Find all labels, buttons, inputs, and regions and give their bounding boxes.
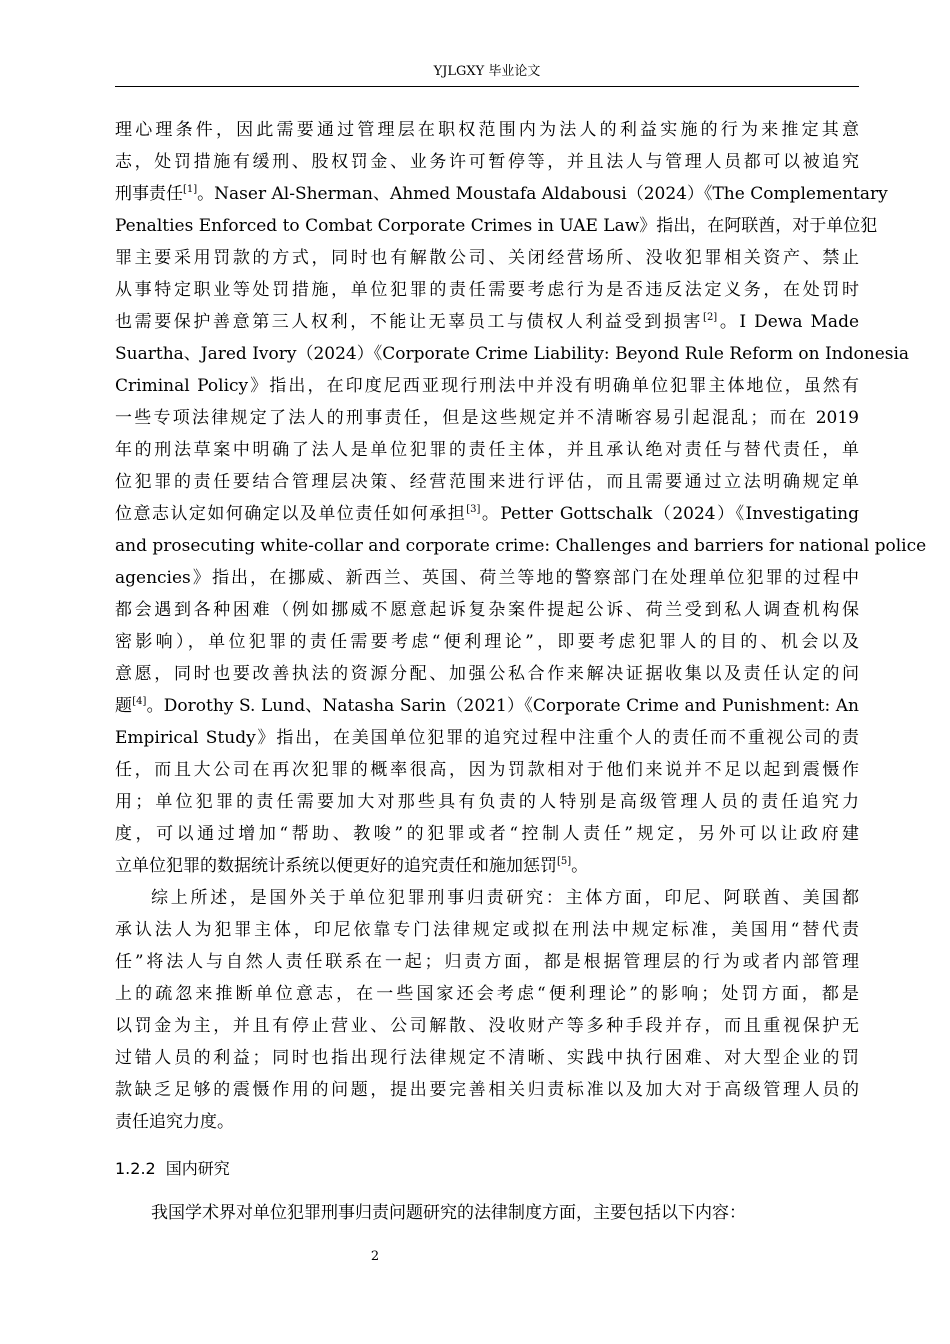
text-line — [115, 754, 859, 786]
text-line — [115, 786, 859, 818]
line-text: 承认法人为犯罪主体，印尼依靠专门法律规定或拟在刑法中规定标准，美国用“替代责 — [115, 920, 859, 940]
text-line — [115, 114, 859, 146]
citation-ref: [2] — [703, 312, 718, 323]
line-text: 密影响），单位犯罪的责任需要考虑“便利理论”，即要考虑犯罪人的目的、机会以及 — [115, 632, 859, 652]
text-line — [115, 370, 859, 402]
text-line — [115, 402, 859, 434]
line-text-continued: 。Dorothy S. Lund、Natasha Sarin（2021）《Corporate Crime and Punishment: An — [146, 696, 860, 716]
citation-ref: [5] — [557, 856, 572, 867]
text-line — [115, 978, 859, 1010]
section-title: 国内研究 — [165, 1159, 230, 1178]
line-text: 年的刑法草案中明确了法人是单位犯罪的责任主体，并且承认绝对责任与替代责任，单 — [115, 440, 859, 460]
line-text: 任”将法人与自然人责任联系在一起；归责方面，都是根据管理层的行为或者内部管理 — [115, 952, 859, 972]
text-line — [115, 594, 859, 626]
section-number: 1.2.2 — [115, 1159, 156, 1178]
line-text: and prosecuting white-collar and corporate crime: Challenges and barriers for national police — [115, 536, 927, 556]
text-line — [115, 338, 910, 370]
line-text: 罪主要采用罚款的方式，同时也有解散公司、关闭经营场所、没收犯罪相关资产、禁止 — [115, 248, 859, 268]
line-text: 上的疏忽来推断单位意志，在一些国家还会考虑“便利理论”的影响；处罚方面，都是 — [115, 984, 859, 1004]
text-line — [115, 818, 859, 850]
line-text-continued: 。Naser Al-Sherman、Ahmed Moustafa Aldabousi（2024）《The Complementary — [197, 184, 888, 204]
line-text: 过错人员的利益；同时也指出现行法律规定不清晰、实践中执行困难、对大型企业的罚 — [115, 1048, 859, 1068]
text-line — [115, 242, 859, 274]
line-text: 立单位犯罪的数据统计系统以便更好的追究责任和施加惩罚 — [115, 856, 557, 876]
line-text: 责任追究力度。 — [115, 1112, 234, 1132]
line-text: 位意志认定如何确定以及单位责任如何承担 — [115, 504, 467, 524]
line-text: 从事特定职业等处罚措施，单位犯罪的责任需要考虑行为是否违反法定义务，在处罚时 — [115, 280, 859, 300]
line-text: 都会遇到各种困难（例如挪威不愿意起诉复杂案件提起公诉、荷兰受到私人调查机构保 — [115, 600, 859, 620]
line-text: 位犯罪的责任要结合管理层决策、经营范围来进行评估，而且需要通过立法明确规定单 — [115, 472, 859, 492]
text-line — [115, 1042, 859, 1074]
text-line — [115, 146, 859, 178]
line-text: 以罚金为主，并且有停止营业、公司解散、没收财产等多种手段并存，而且重视保护无 — [115, 1016, 859, 1036]
text-line — [115, 562, 859, 594]
line-text-continued: 。I Dewa Made — [717, 312, 860, 332]
text-line — [115, 626, 859, 658]
text-line — [115, 434, 859, 466]
text-line — [115, 498, 859, 530]
text-line — [115, 722, 859, 754]
text-line — [115, 882, 859, 914]
citation-ref: [1] — [183, 184, 198, 195]
text-line — [115, 210, 878, 242]
text-line — [115, 850, 859, 882]
section-heading — [115, 1157, 230, 1181]
text-line — [115, 914, 859, 946]
text-line — [115, 946, 859, 978]
page-header: YJLGXY 毕业论文 — [433, 64, 541, 79]
text-line — [115, 1010, 859, 1042]
header-divider — [115, 86, 859, 87]
text-line — [115, 690, 859, 722]
line-text: 刑事责任 — [115, 184, 183, 204]
line-text: 意愿，同时也要改善执法的资源分配、加强公私合作来解决证据收集以及责任认定的问 — [115, 664, 859, 684]
text-line — [115, 1074, 859, 1106]
line-text: Suartha、Jared Ivory（2024）《Corporate Crime Liability: Beyond Rule Reform on Indonesia — [115, 344, 910, 364]
body-text — [115, 114, 927, 1138]
line-text: agencies》指出，在挪威、新西兰、英国、荷兰等地的警察部门在处理单位犯罪的过程中 — [115, 568, 859, 588]
line-text: 也需要保护善意第三人权利，不能让无辜员工与债权人利益受到损害 — [115, 312, 704, 332]
intro-paragraph: 我国学术界对单位犯罪刑事归责问题研究的法律制度方面，主要包括以下内容： — [151, 1203, 746, 1223]
line-text-continued: 。 — [571, 856, 589, 876]
text-line — [115, 530, 927, 562]
line-text: 志，处罚措施有缓刑、股权罚金、业务许可暂停等，并且法人与管理人员都可以被追究 — [115, 152, 859, 172]
text-line — [115, 658, 859, 690]
text-line — [115, 178, 888, 210]
line-text: 度，可以通过增加“帮助、教唆”的犯罪或者“控制人责任”规定，另外可以让政府建 — [115, 824, 859, 844]
page-number: 2 — [370, 1249, 380, 1264]
line-text: 综上所述，是国外关于单位犯罪刑事归责研究：主体方面，印尼、阿联酋、美国都 — [151, 888, 859, 908]
line-text: Penalties Enforced to Combat Corporate Crimes in UAE Law》指出，在阿联酋，对于单位犯 — [115, 216, 878, 236]
line-text: Empirical Study》指出，在美国单位犯罪的追究过程中注重个人的责任而不重视公司的责 — [115, 728, 859, 748]
text-line — [115, 1106, 859, 1138]
line-text: Criminal Policy》指出，在印度尼西亚现行刑法中并没有明确单位犯罪主体地位，虽然有 — [115, 376, 859, 396]
citation-ref: [3] — [466, 504, 481, 515]
text-line — [115, 274, 859, 306]
text-line — [115, 306, 859, 338]
line-text-continued: 。Petter Gottschalk（2024）《Investigating — [480, 504, 859, 524]
line-text: 一些专项法律规定了法人的刑事责任，但是这些规定并不清晰容易引起混乱；而在 2019 — [115, 408, 859, 428]
line-text: 款缺乏足够的震慑作用的问题，提出要完善相关归责标准以及加大对于高级管理人员的 — [115, 1080, 859, 1100]
line-text: 用；单位犯罪的责任需要加大对那些具有负责的人特别是高级管理人员的责任追究力 — [115, 792, 859, 812]
citation-ref: [4] — [132, 696, 147, 707]
line-text: 题 — [115, 696, 133, 716]
text-line — [115, 466, 859, 498]
line-text: 理心理条件，因此需要通过管理层在职权范围内为法人的利益实施的行为来推定其意 — [115, 120, 859, 140]
line-text: 任，而且大公司在再次犯罪的概率很高，因为罚款相对于他们来说并不足以起到震慑作 — [115, 760, 859, 780]
